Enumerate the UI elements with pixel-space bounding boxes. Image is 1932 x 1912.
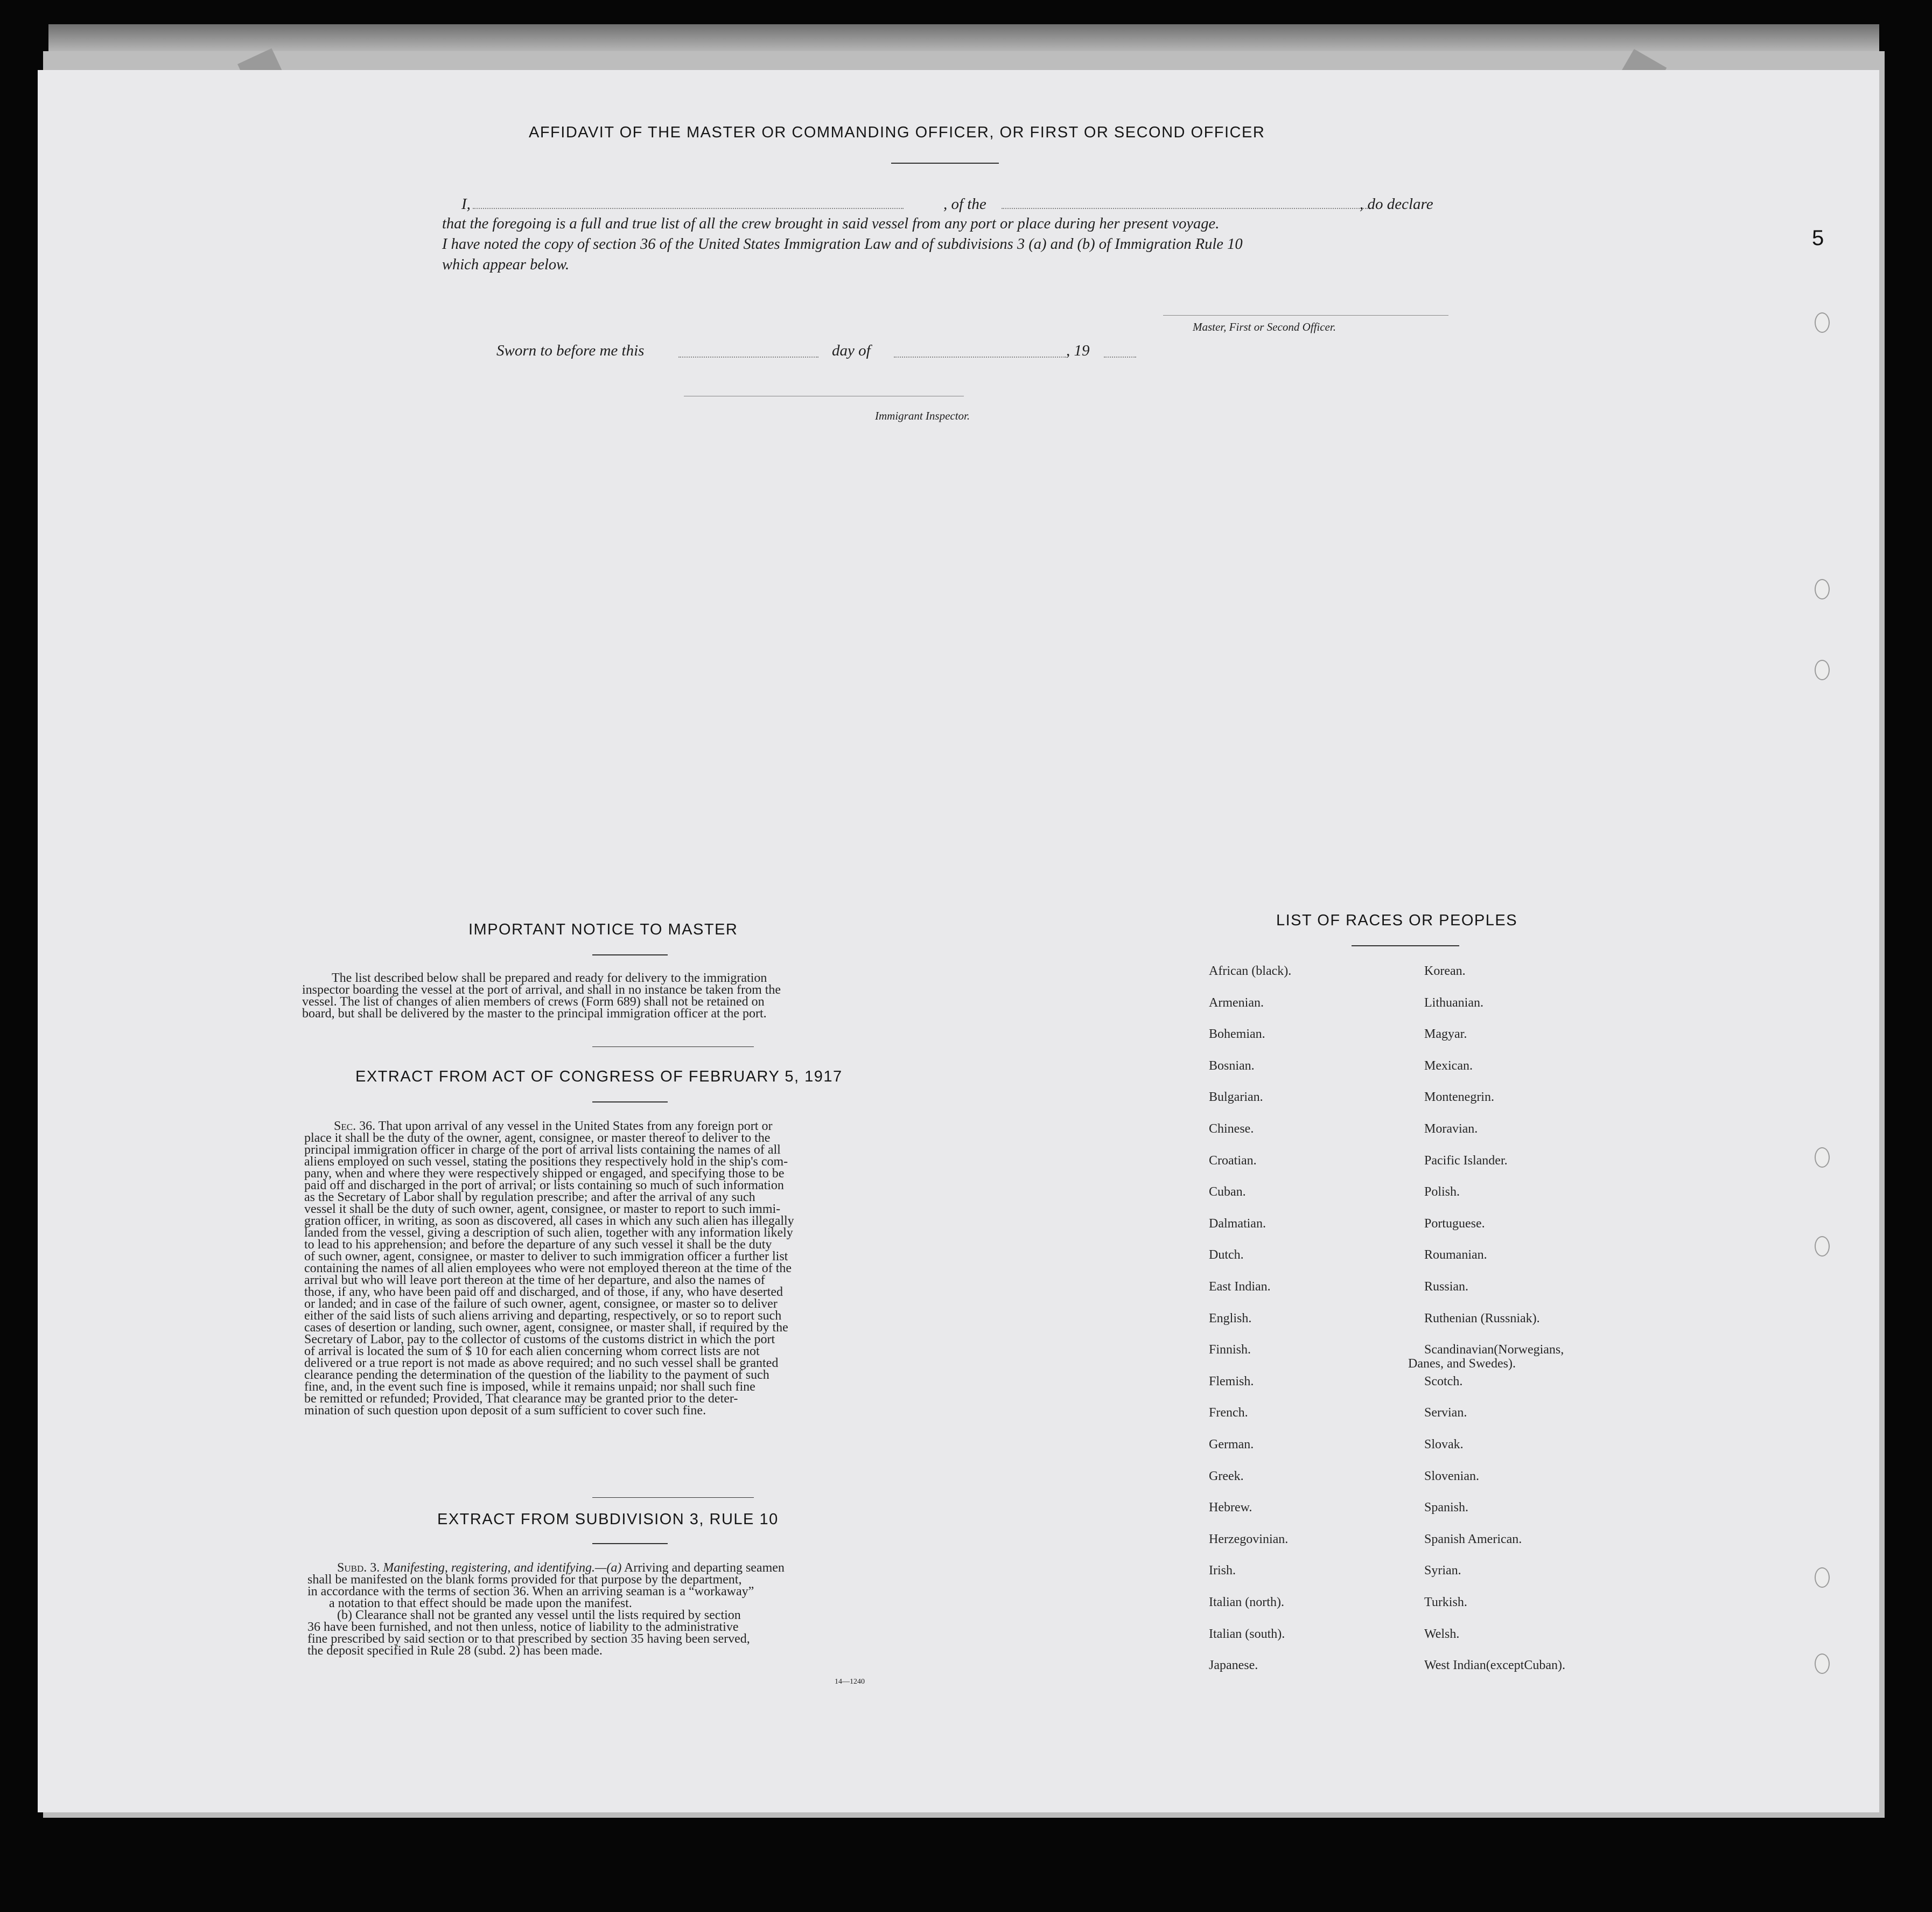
binder-hole [1815,579,1830,599]
race-item: French. [1209,1406,1248,1420]
act-line: fine, and, in the event such fine is imposed, while it remains unpaid; nor shall such fine [304,1380,755,1394]
act-line: principal immigration officer in charge of the port of arrival lists containing the names of all [304,1143,781,1157]
act-line: containing the names of all alien employees who were not employed thereon at the time of the [304,1261,792,1275]
vessel-blank[interactable] [1002,208,1368,209]
race-item: Lithuanian. [1424,996,1483,1010]
race-item: Mexican. [1424,1059,1473,1073]
act-extract-text [304,1120,957,1416]
race-item: Montenegrin. [1424,1090,1494,1104]
race-item: Russian. [1424,1280,1469,1294]
binder-hole [1815,312,1830,333]
rule-line: in accordance with the terms of section 36. When an arriving seaman is a “workaway” [307,1585,754,1599]
form-number: 14—1240 [835,1678,865,1686]
section-label: Sec. 36. [334,1119,376,1133]
sworn-year-blank[interactable] [1104,357,1136,358]
act-line: gration officer, in writing, as soon as discovered, all cases in which any such alien has illegally [304,1214,794,1228]
race-item: West Indian(exceptCuban). [1424,1658,1565,1672]
section-divider [592,1497,754,1498]
race-item: Hebrew. [1209,1501,1252,1515]
subdivision-heading: Manifesting, registering, and identifying.—(a) [383,1561,622,1575]
sworn-month-blank[interactable] [894,357,1066,358]
race-item: Portuguese. [1424,1217,1485,1231]
notice-title: IMPORTANT NOTICE TO MASTER [468,921,738,938]
act-line: pany, when and where they were respectively shipped or engaged, and specifying those to be [304,1167,785,1181]
race-item: Scandinavian(Norwegians, [1424,1343,1564,1357]
rule-extract-title-rule [592,1543,668,1544]
races-title-rule [1352,945,1459,946]
binder-hole [1815,1567,1830,1588]
page-number: 5 [1812,226,1824,250]
race-item: Bosnian. [1209,1059,1255,1073]
race-item: Irish. [1209,1564,1236,1578]
race-item: Roumanian. [1424,1248,1487,1262]
race-item: German. [1209,1438,1254,1452]
document-sheet [38,70,1879,1812]
race-item: Chinese. [1209,1122,1254,1136]
race-item: Greek. [1209,1469,1244,1483]
race-item: Dalmatian. [1209,1217,1266,1231]
rule-line: 36 have been furnished, and not then unless, notice of liability to the administrative [307,1620,739,1634]
act-line: paid off and discharged in the port of arrival; or lists containing so much of such information [304,1178,784,1192]
notice-text [302,972,957,1020]
act-line: landed from the vessel, giving a description of such alien, together with any information likely [304,1226,793,1240]
act-line: vessel it shall be the duty of such owner, agent, consignee, or master to report to such immi- [304,1202,781,1216]
act-line: Secretary of Labor, pay to the collector of customs of the customs district in which the port [304,1332,775,1346]
race-item: Pacific Islander. [1424,1154,1508,1168]
act-line: clearance pending the determination of the question of the liability to the payment of such [304,1368,769,1382]
act-line: to lead to his apprehension; and before the departure of any such vessel it shall be the duty [304,1238,772,1252]
race-item: East Indian. [1209,1280,1271,1294]
act-extract-title: EXTRACT FROM ACT OF CONGRESS OF FEBRUARY 5, 1917 [355,1068,843,1085]
race-item: English. [1209,1311,1252,1325]
section-divider [592,1046,754,1047]
act-line: place it shall be the duty of the owner, agent, consignee, or master thereof to deliver to the [304,1131,771,1145]
master-signature-line[interactable] [1163,315,1448,316]
race-item: Cuban. [1209,1185,1246,1199]
race-item: Italian (north). [1209,1595,1284,1609]
day-of-text: day of [832,342,871,359]
notice-line: The list described below shall be prepared and ready for delivery to the immigration [332,971,767,985]
race-item: Scotch. [1424,1374,1463,1388]
year-text: , 19 [1066,342,1090,359]
act-line: cases of desertion or landing, such owner, agent, consignee, or master shall, if required by the [304,1321,788,1335]
affidavit-title: AFFIDAVIT OF THE MASTER OR COMMANDING OFFICER, OR FIRST OR SECOND OFFICER [529,124,1265,141]
act-line: those, if any, who have been paid off and discharged, and of those, if any, who have deserted [304,1285,783,1299]
binder-hole [1815,660,1830,680]
race-item: Slovenian. [1424,1469,1479,1483]
master-label: Master, First or Second Officer. [1193,320,1336,333]
race-item: Finnish. [1209,1343,1251,1357]
declaration-line-4: which appear below. [442,256,570,273]
act-line: mination of such question upon deposit of a sum sufficient to cover such fine. [304,1404,706,1418]
race-item: Ruthenian (Russniak). [1424,1311,1540,1325]
declaration-line-3: I have noted the copy of section 36 of the United States Immigration Law and of subdivisions 3 (a) and (b) of Immigration Rule 10 [442,236,1243,253]
act-line: either of the said lists of such aliens arriving and departing, respectively, or so to report such [304,1309,782,1323]
act-line: delivered or a true report is not made as above required; and no such vessel shall be granted [304,1356,779,1370]
rule-extract-title: EXTRACT FROM SUBDIVISION 3, RULE 10 [437,1511,779,1528]
rule-line: a notation to that effect should be made upon the manifest. [329,1596,632,1610]
act-line: arrival but who will leave port thereon at the time of her departure, and also the names of [304,1273,765,1287]
rule-extract-text [307,1562,961,1657]
declaration-of-the: , of the [943,196,986,213]
act-line: of such owner, agent, consignee, or master to deliver to such immigration officer a further list [304,1250,788,1264]
rule-line: (b) Clearance shall not be granted any vessel until the lists required by section [337,1608,741,1622]
race-item: Turkish. [1424,1595,1467,1609]
race-item: Danes, and Swedes). [1408,1357,1516,1371]
race-item: Dutch. [1209,1248,1244,1262]
race-item: African (black). [1209,964,1292,978]
binder-hole [1815,1653,1830,1674]
affidavit-title-rule [891,163,999,164]
rule-line: the deposit specified in Rule 28 (subd. 2) has been made. [307,1644,603,1658]
race-item: Italian (south). [1209,1627,1285,1641]
act-extract-title-rule [592,1101,668,1102]
notice-line: inspector boarding the vessel at the port of arrival, and shall in no instance be taken from the [302,983,781,997]
race-item: Moravian. [1424,1122,1478,1136]
binder-hole [1815,1147,1830,1168]
race-item: Armenian. [1209,996,1264,1010]
act-line: or landed; and in case of the failure of such owner, agent, consignee, or master so to deliver [304,1297,778,1311]
race-item: Herzegovinian. [1209,1532,1289,1546]
subdivision-label: Subd. 3. [337,1561,380,1575]
race-item: Spanish American. [1424,1532,1522,1546]
declaration-line-2: that the foregoing is a full and true list of all the crew brought in said vessel from any port or place during her present voyage. [442,215,1220,232]
act-line: aliens employed on such vessel, stating the positions they respectively hold in the ship's com- [304,1155,788,1169]
race-item: Polish. [1424,1185,1460,1199]
notice-line: vessel. The list of changes of alien members of crews (Form 689) shall not be retained on [302,995,765,1009]
race-item: Spanish. [1424,1501,1469,1515]
act-line: as the Secretary of Labor shall by regulation prescribe; and after the arrival of any such [304,1190,755,1204]
race-item: Syrian. [1424,1564,1461,1578]
act-line: be remitted or refunded; Provided, That clearance may be granted prior to the deter- [304,1392,738,1406]
act-line: of arrival is located the sum of $ 10 for each alien concerning whom correct lists are not [304,1344,760,1358]
race-item: Bulgarian. [1209,1090,1263,1104]
name-blank[interactable] [473,208,904,209]
race-item: Korean. [1424,964,1466,978]
race-item: Servian. [1424,1406,1467,1420]
declaration-i: I, [461,196,471,213]
inspector-label: Immigrant Inspector. [875,409,970,422]
rule-line: shall be manifested on the blank forms provided for that purpose by the department, [307,1573,742,1587]
sworn-text: Sworn to before me this [496,342,645,359]
notice-line: board, but shall be delivered by the master to the principal immigration officer at the port. [302,1007,767,1021]
race-item: Slovak. [1424,1438,1464,1452]
rule-line: Arriving and departing seamen [624,1561,785,1575]
rule-line: fine prescribed by said section or to that prescribed by section 35 having been served, [307,1632,750,1646]
race-item: Welsh. [1424,1627,1460,1641]
act-line: That upon arrival of any vessel in the United States from any foreign port or [378,1119,773,1133]
races-title: LIST OF RACES OR PEOPLES [1276,912,1518,929]
race-item: Flemish. [1209,1374,1254,1388]
declaration-do-declare: , do declare [1360,196,1433,213]
sworn-day-blank[interactable] [678,357,818,358]
race-item: Bohemian. [1209,1027,1265,1041]
race-item: Croatian. [1209,1154,1257,1168]
binder-hole [1815,1236,1830,1257]
race-item: Magyar. [1424,1027,1467,1041]
notice-title-rule [592,954,668,955]
race-item: Japanese. [1209,1658,1258,1672]
